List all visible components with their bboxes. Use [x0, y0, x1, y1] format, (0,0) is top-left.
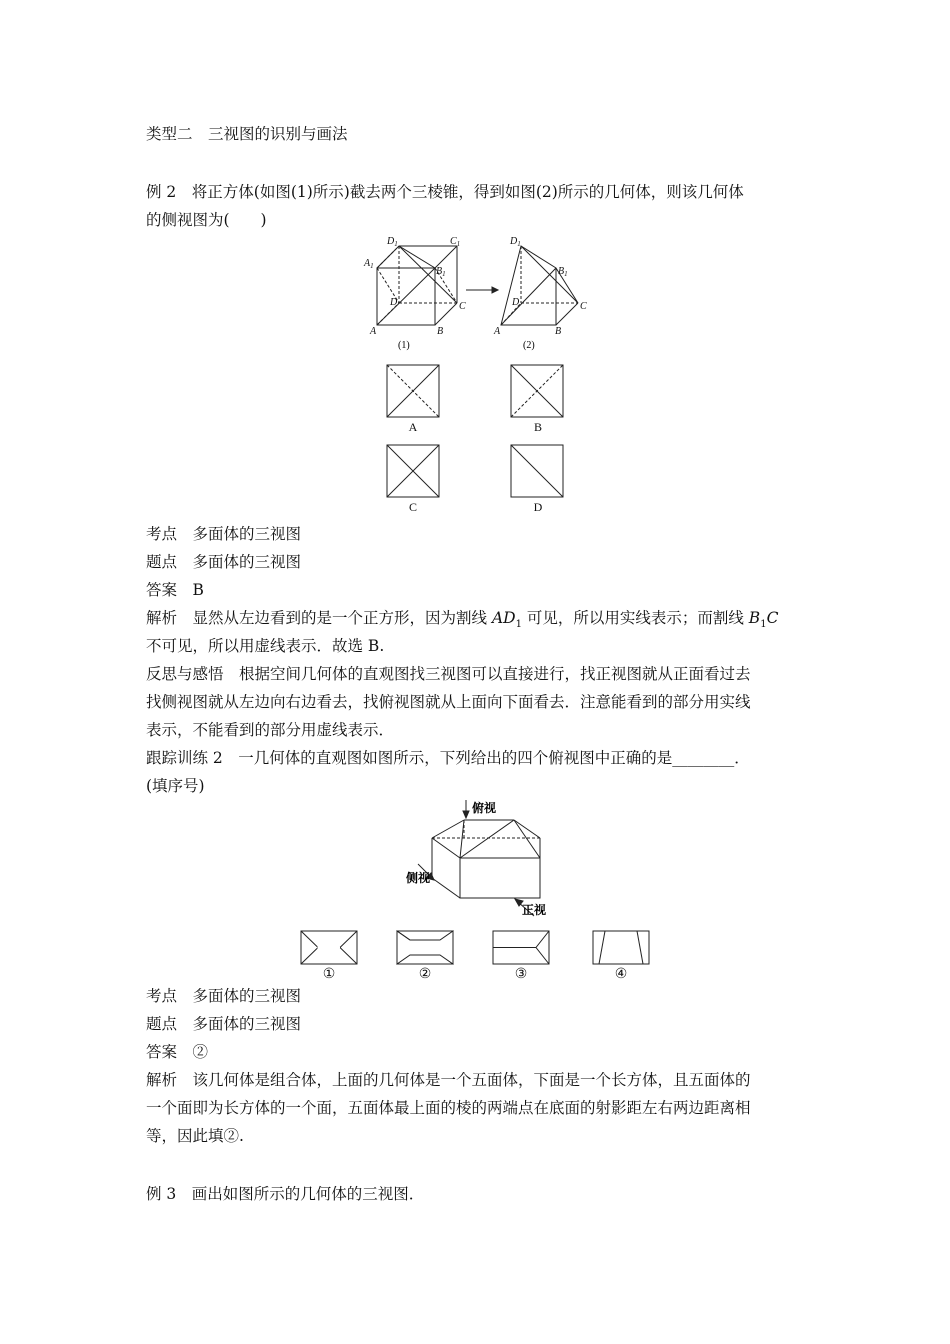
vertex-label-a1: $A_1$ [364, 258, 374, 270]
option-c-label: C [408, 500, 417, 514]
top-view-options [300, 930, 654, 968]
cube-edge [435, 303, 457, 325]
vertex-label-c: C [459, 301, 466, 312]
top-view-option-4-line [599, 931, 605, 964]
track-2-question-line-1: 跟踪训练 2 一几何体的直观图如图所示，下列给出的四个俯视图中正确的是________． [146, 749, 750, 767]
reflection-line-2: 找侧视图就从左边向右边看去，找俯视图就从上面向下面看去．注意能看到的部分用实线 [146, 693, 751, 711]
track-2-analysis-line-3: 等，因此填②. [146, 1127, 244, 1145]
option-d-label: D [533, 500, 543, 514]
combined-solid-figure [404, 798, 564, 920]
solid-2-label-d1: $D_1$ [510, 236, 521, 248]
label-front-view: 正视 [522, 903, 547, 917]
track-2-question-line-2: (填序号) [146, 777, 205, 795]
example-3-question: 例 3 画出如图所示的几何体的三视图． [146, 1185, 425, 1203]
arrow-head-icon [492, 287, 498, 293]
example-2-tidian: 题点 多面体的三视图 [146, 553, 302, 571]
figure-2-caption: (2) [523, 340, 535, 351]
track-2-answer: 答案 ② [146, 1043, 209, 1061]
top-view-option-4-line [637, 931, 643, 964]
example-2-answer: 答案 B [146, 581, 204, 599]
vertex-label-b1: $B_1$ [436, 266, 446, 278]
roof-edge [514, 820, 540, 838]
vertex-label-b: B [437, 326, 444, 337]
example-2-kaodian: 考点 多面体的三视图 [146, 525, 302, 543]
track-2-analysis-line-1: 解析 该几何体是组合体，上面的几何体是一个五面体，下面是一个长方体，且五面体的 [146, 1071, 751, 1089]
vertex-label-a: A [370, 326, 377, 337]
example-2-analysis-line-2: 不可见，所以用虚线表示．故选 B. [146, 637, 385, 655]
solid-2-label-b: B [555, 326, 562, 337]
cube-figures [360, 232, 600, 352]
solid-2-outline [501, 246, 556, 325]
top-view-option-2-rect [397, 931, 453, 964]
box-front-face [460, 858, 540, 898]
top-view-option-2-label: ② [418, 967, 432, 982]
roof-edge [432, 820, 464, 838]
top-view-option-2-line [397, 931, 410, 940]
vertex-label-d1: $D_1$ [387, 236, 398, 248]
cut-line [399, 246, 435, 268]
solid-2-label-c: C [580, 301, 587, 312]
figure-1-caption: (1) [398, 340, 410, 351]
option-d-diagonal [511, 445, 563, 497]
reflection-line-3: 表示，不能看到的部分用虚线表示． [146, 721, 395, 739]
track-2-analysis-line-2: 一个面即为长方体的一个面，五面体最上面的棱的两端点在底面的射影距左右两边距离相 [146, 1099, 751, 1117]
track-2-tidian: 题点 多面体的三视图 [146, 1015, 302, 1033]
top-view-option-3-line [536, 931, 549, 964]
cube-edge [435, 246, 457, 268]
reflection-line-1: 反思与感悟 根据空间几何体的直观图找三视图可以直接进行，找正视图就从正面看过去 [146, 665, 751, 683]
solid-2-label-b1: $B_1$ [558, 266, 568, 278]
option-b-label: B [533, 420, 542, 434]
example-2-question-line-2: 的侧视图为( ) [146, 211, 267, 229]
top-view-option-1-line [301, 931, 357, 948]
solid-2-label-a: A [494, 326, 501, 337]
box-edge [432, 838, 460, 858]
top-view-option-1-line [301, 948, 357, 965]
top-view-option-3-label: ③ [514, 967, 528, 982]
top-view-option-2-shape [397, 931, 453, 964]
section-title: 类型二 三视图的识别与画法 [146, 125, 348, 143]
track-2-kaodian: 考点 多面体的三视图 [146, 987, 302, 1005]
top-view-option-4-rect [593, 931, 649, 964]
solid-2-edge [556, 303, 578, 325]
vertex-label-c1: $C_1$ [450, 236, 461, 248]
roof-edge [460, 820, 464, 858]
top-view-arrow-head-icon [463, 811, 469, 818]
roof-edge [460, 820, 514, 858]
option-a-label: A [408, 420, 418, 434]
top-view-option-1-label: ① [322, 967, 336, 982]
vertex-label-d: D [390, 297, 398, 308]
box-edge [432, 878, 460, 898]
solid-2-label-d: D [512, 297, 520, 308]
roof-edge [514, 820, 540, 858]
example-2-analysis-line-1: 解析 显然从左边看到的是一个正方形，因为割线 $AD_1$ 可见，所以用实线表示；而割线 $B_1C$ [146, 609, 779, 631]
top-view-option-4-label: ④ [614, 967, 628, 982]
example-2-question-line-1: 例 2 将正方体(如图(1)所示)截去两个三棱锥，得到如图(2)所示的几何体，则该几何体 [146, 183, 744, 201]
label-top-view: 俯视 [472, 801, 497, 815]
label-side-view: 侧视 [406, 871, 431, 885]
